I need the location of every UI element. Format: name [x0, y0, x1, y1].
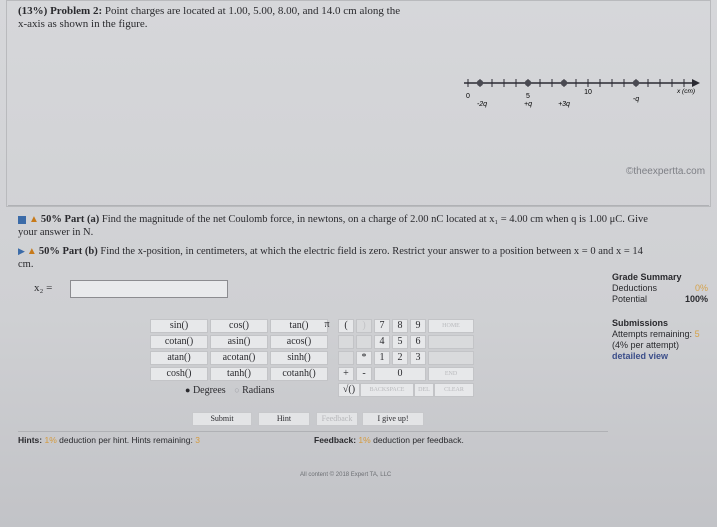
submissions-title: Submissions [612, 318, 669, 328]
charge-dot-4 [633, 80, 639, 86]
feedback-button[interactable]: Feedback [316, 412, 358, 426]
warning-icon: ▲ [29, 214, 39, 225]
hints-remaining: 3 [195, 435, 200, 445]
answer-input[interactable] [70, 280, 228, 298]
calc-key-8[interactable]: 8 [392, 319, 408, 333]
axis-unit-label: x (cm) [676, 88, 696, 95]
expand-arrow-icon[interactable]: ▶ [18, 246, 25, 256]
calc-home[interactable]: HOME [428, 319, 474, 333]
feedback-label: Feedback: [314, 435, 357, 445]
feedback-text: deduction per feedback. [373, 435, 464, 445]
answer-label: x₂ = [34, 282, 53, 294]
potential-value: 100% [684, 294, 708, 304]
part-a[interactable] [18, 213, 708, 239]
attempts-value: 5 [694, 329, 700, 339]
calc-cotan[interactable]: cotan() [150, 335, 208, 349]
charge-label-3: +3q [558, 101, 570, 108]
problem-label: Problem 2: [50, 5, 103, 17]
calc-key-4[interactable]: 4 [374, 335, 390, 349]
part-b[interactable] [18, 245, 708, 271]
calc-open-paren[interactable]: ( [338, 319, 354, 333]
calc-atan[interactable]: atan() [150, 351, 208, 365]
charge-dot-1 [477, 80, 483, 86]
collapse-icon[interactable] [18, 216, 26, 224]
calc-end[interactable]: END [428, 367, 474, 381]
submit-button[interactable]: Submit [192, 412, 252, 426]
calc-blank-3 [338, 351, 354, 365]
calc-cotanh[interactable]: cotanh() [270, 367, 328, 381]
give-up-button[interactable]: I give up! [362, 412, 424, 426]
tick-label-5: 5 [526, 93, 530, 100]
calc-minus[interactable]: - [356, 367, 372, 381]
problem-text-line1: Point charges are located at 1.00, 5.00, 8.00, and 14.0 cm along the [104, 5, 401, 17]
calc-key-5[interactable]: 5 [392, 335, 408, 349]
calc-tanh[interactable]: tanh() [210, 367, 268, 381]
deductions-label: Deductions [612, 283, 658, 293]
calc-key-0[interactable]: 0 [374, 367, 426, 381]
problem-text-line2: x-axis as shown in the figure. [18, 18, 148, 30]
calc-key-3[interactable]: 3 [410, 351, 426, 365]
copyright-footer: All content © 2018 Expert TA, LLC [300, 472, 392, 478]
attempts-label: Attempts remaining: [612, 329, 693, 339]
problem-weight: (13%) [18, 5, 48, 17]
hint-button[interactable]: Hint [258, 412, 310, 426]
calc-acotan[interactable]: acotan() [210, 351, 268, 365]
charge-label-2: +q [524, 101, 532, 108]
calc-asin[interactable]: asin() [210, 335, 268, 349]
part-b-title: 50% Part (b) [38, 246, 98, 257]
part-a-text-line2: your answer in N. [18, 227, 94, 238]
calc-acos[interactable]: acos() [270, 335, 328, 349]
hints-deduction-pct: 1% [44, 435, 57, 445]
charge-label-1: -2q [476, 101, 488, 108]
tick-label-10: 10 [584, 89, 592, 96]
calc-sin[interactable]: sin() [150, 319, 208, 333]
calc-key-6[interactable]: 6 [410, 335, 426, 349]
calc-key-9[interactable]: 9 [410, 319, 426, 333]
radians-label[interactable]: Radians [242, 385, 275, 396]
degrees-radio-icon[interactable]: ● [185, 385, 191, 395]
calc-key-7[interactable]: 7 [374, 319, 390, 333]
part-a-title: 50% Part (a) [40, 214, 100, 225]
calc-plus[interactable]: + [338, 367, 354, 381]
calc-blank-1 [338, 335, 354, 349]
hints-text: deduction per hint. Hints remaining: [59, 435, 193, 445]
charge-dot-2 [525, 80, 531, 86]
calc-cos[interactable]: cos() [210, 319, 268, 333]
angle-mode [185, 385, 274, 396]
calc-tan[interactable]: tan() [270, 319, 328, 333]
watermark: ©theexpertta.com [626, 166, 706, 177]
calc-sqrt[interactable]: √() [338, 383, 360, 397]
hints-label: Hints: [18, 435, 43, 445]
calc-blank-4 [428, 335, 474, 349]
charge-label-4: -q [632, 96, 640, 103]
calc-blank-5 [428, 351, 474, 365]
detailed-view-link[interactable]: detailed view [612, 351, 669, 361]
potential-label: Potential [612, 294, 648, 304]
part-b-text-line2: cm. [18, 259, 34, 270]
part-b-text-line1: Find the x-position, in centimeters, at which the electric field is zero. Restrict your answer to a position between x = 0 and x = 14 [100, 246, 643, 257]
number-line-figure [460, 72, 700, 118]
divider [8, 205, 709, 206]
axis-arrow [692, 79, 700, 87]
deductions-value: 0% [694, 283, 708, 293]
grade-summary [612, 272, 708, 362]
calc-key-2[interactable]: 2 [392, 351, 408, 365]
calc-key-1[interactable]: 1 [374, 351, 390, 365]
calc-backspace[interactable]: BACKSPACE [360, 383, 414, 397]
degrees-label[interactable]: Degrees [192, 385, 226, 396]
tick-label-0: 0 [466, 93, 470, 100]
hints-bar [18, 431, 608, 446]
calc-clear[interactable]: CLEAR [434, 383, 474, 397]
radians-radio-icon[interactable]: ○ [234, 385, 240, 395]
calc-cosh[interactable]: cosh() [150, 367, 208, 381]
calc-blank-2 [356, 335, 372, 349]
charge-dot-3 [561, 80, 567, 86]
feedback-deduction-pct: 1% [358, 435, 371, 445]
calc-times[interactable]: * [356, 351, 372, 365]
calc-sinh[interactable]: sinh() [270, 351, 328, 365]
calc-pi[interactable]: π [324, 319, 330, 330]
part-a-text-line1: Find the magnitude of the net Coulomb force, in newtons, on a charge of 2.00 nC located at x₁ = 4.00 cm when q is 1.00 μC. Give [101, 214, 648, 225]
per-attempt: (4% per attempt) [612, 340, 680, 350]
calc-del[interactable]: DEL [414, 383, 434, 397]
calc-close-paren[interactable]: ) [356, 319, 372, 333]
warning-icon: ▲ [26, 246, 37, 257]
grade-summary-title: Grade Summary [612, 272, 682, 282]
problem-statement [18, 5, 708, 31]
